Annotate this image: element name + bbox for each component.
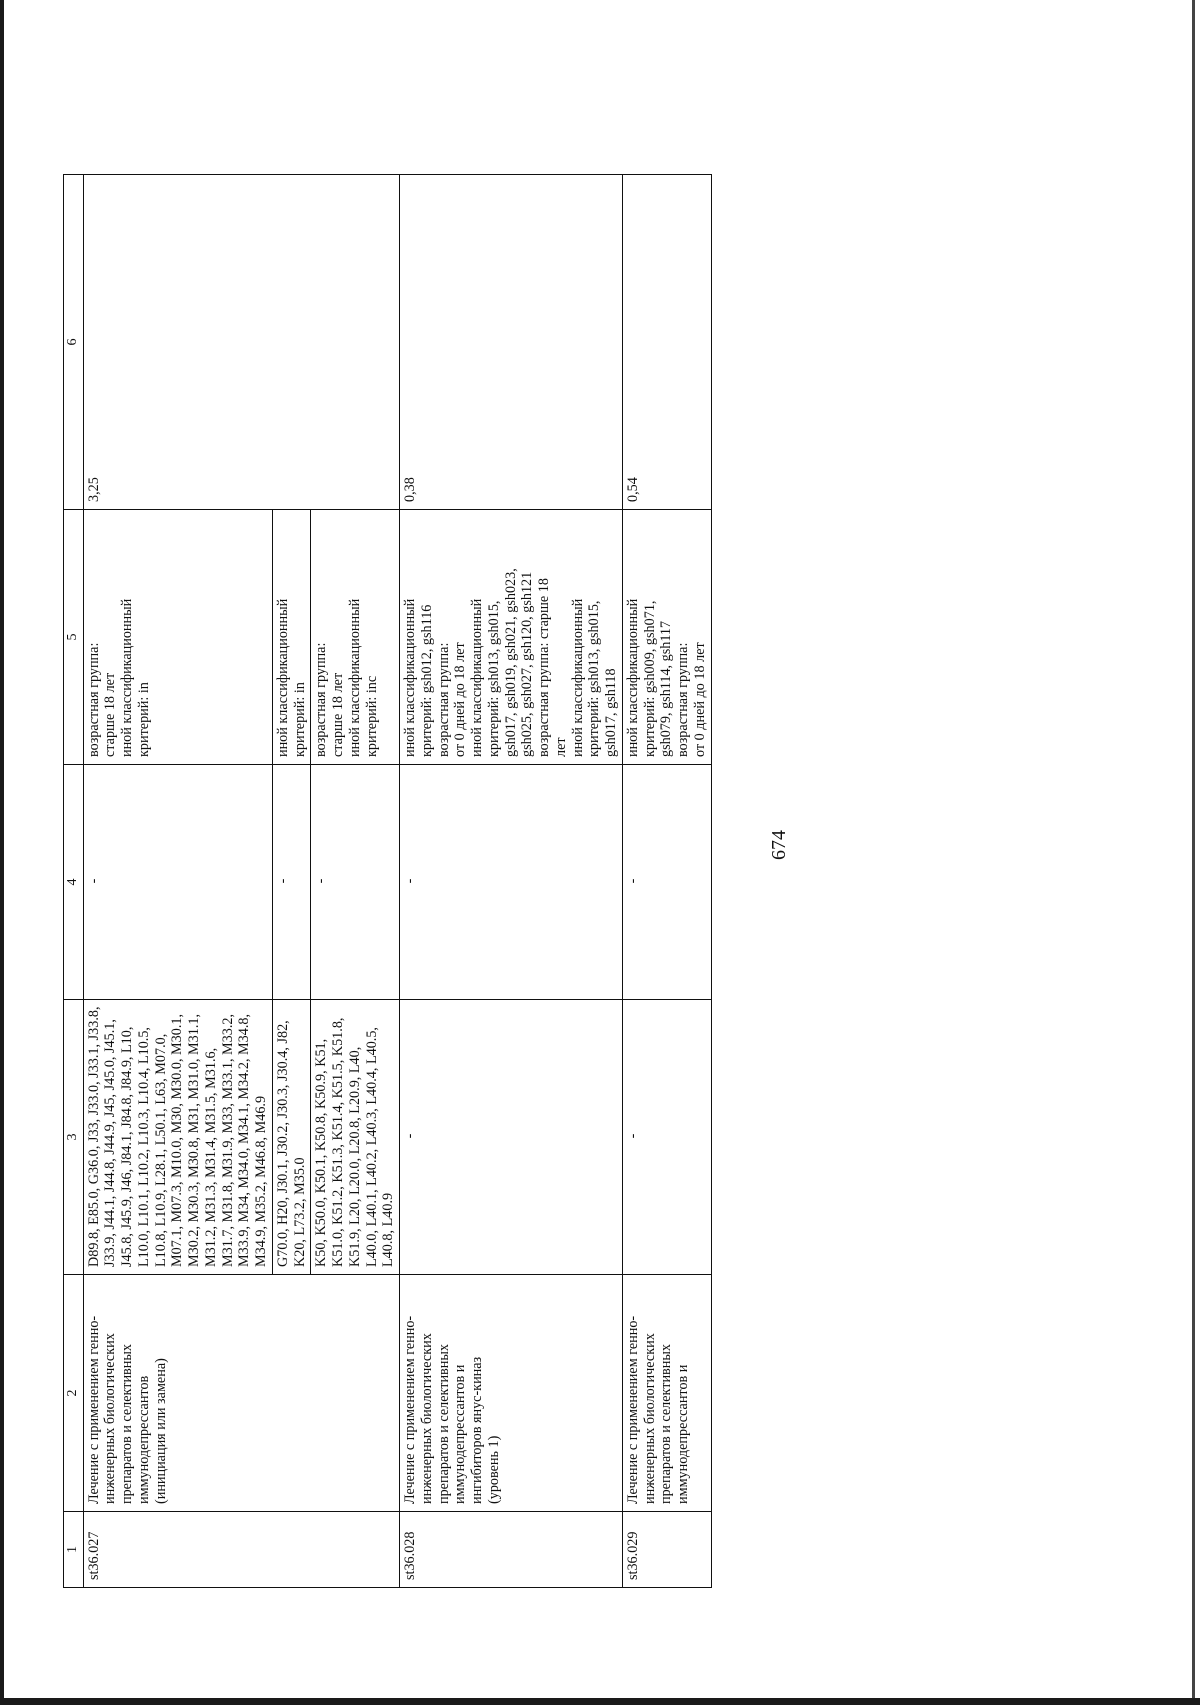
cell-line: ингибиторов янус-киназ [469, 1356, 486, 1504]
cell-line: иной классификационный [469, 598, 486, 757]
cell-line: gsh017, gsh118 [603, 668, 620, 757]
cell-line: критерий: gsh013, gsh015, [586, 600, 603, 757]
header-cell-4: 4 [64, 765, 84, 1000]
cell-line: M31.7, M31.8, M31.9, M33, M33.1, M33.2, [219, 1013, 236, 1267]
cell-line: возрастная группа: [435, 642, 452, 757]
cell-line: критерий: inc [363, 675, 380, 757]
row-col4: - [83, 765, 272, 1000]
row-col4: - [622, 765, 711, 1000]
cell-line: gsh079, gsh114, gsh117 [658, 620, 675, 757]
cell-line: лет [552, 737, 569, 757]
header-cell-2: 2 [64, 1275, 84, 1512]
cell-line: (инициация или замена) [152, 1358, 169, 1504]
row-col4: - [400, 765, 623, 1000]
cell-line: возрастная группа: старше 18 [536, 578, 553, 757]
cell-line: J45.8, J45.9, J46, J84.1, J84.8, J84.9, L10, [119, 1026, 136, 1267]
row-criteria [311, 510, 400, 765]
scan-frame-right [1192, 0, 1195, 1705]
cell-line: gsh017, gsh019, gsh021, gsh023, [502, 568, 519, 757]
cell-line: K51.0, K51.2, K51.3, K51.4, K51.5, K51.8, [330, 1017, 347, 1267]
cell-line: критерий: in [135, 682, 152, 757]
cell-line: иной классификационный [624, 598, 641, 757]
row-name [400, 1275, 623, 1512]
cell-line: возрастная группа: [85, 642, 102, 757]
rotated-document-page [0, 55, 1120, 1705]
cell-line: иной классификационный [402, 598, 419, 757]
cell-line: критерий: gsh013, gsh015, [485, 600, 502, 757]
cell-line: препаратов и селективных [119, 1344, 136, 1504]
tariff-table [63, 174, 712, 1588]
table-header-row [64, 175, 84, 1588]
cell-line: Лечение с применением генно- [85, 1315, 102, 1504]
cell-line: Лечение с применением генно- [624, 1315, 641, 1504]
row-diagnoses [311, 1000, 400, 1275]
cell-line: M30.2, M30.3, M30.8, M31, M31.0, M31.1, [186, 1013, 203, 1267]
table-row-st36-029 [622, 175, 711, 1588]
cell-line: препаратов и селективных [658, 1344, 675, 1504]
cell-line: L40.8, L40.9 [380, 1192, 397, 1267]
row-code: st36.028 [400, 1512, 623, 1588]
row-criteria [83, 510, 272, 765]
cell-line: (уровень 1) [485, 1435, 502, 1504]
cell-line: L40.0, L40.1, L40.2, L40.3, L40.4, L40.5, [363, 1027, 380, 1267]
cell-line: инженерных биологических [418, 1333, 435, 1504]
cell-line: иной классификационный [569, 598, 586, 757]
cell-line: J33.9, J44.1, J44.8, J44.9, J45, J45.0, J45.1, [102, 1019, 119, 1267]
cell-line: K20, L73.2, M35.0 [291, 1157, 308, 1267]
cell-line: критерий: gsh012, gsh116 [418, 604, 435, 757]
cell-line: критерий: gsh009, gsh071, [641, 600, 658, 757]
row-diagnoses: - [400, 1000, 623, 1275]
cell-line: иммунодепрессантов и [675, 1364, 692, 1504]
row-criteria [272, 510, 311, 765]
cell-line: L10.8, L10.9, L28.1, L50.1, L63, M07.0, [152, 1033, 169, 1267]
row-criteria [622, 510, 711, 765]
cell-line: L10.0, L10.1, L10.2, L10.3, L10.4, L10.5, [135, 1027, 152, 1267]
cell-line: M34.9, M35.2, M46.8, M46.9 [253, 1095, 270, 1267]
cell-line: иммунодепрессантов [135, 1375, 152, 1504]
cell-line: иной классификационный [274, 598, 291, 757]
cell-line: инженерных биологических [641, 1333, 658, 1504]
cell-line: Лечение с применением генно- [402, 1315, 419, 1504]
row-name [83, 1275, 400, 1512]
header-cell-6: 6 [64, 175, 84, 510]
cell-line: K51.9, L20, L20.0, L20.8, L20.9, L40, [346, 1046, 363, 1267]
cell-line: G70.0, H20, J30.1, J30.2, J30.3, J30.4, J82, [274, 1020, 291, 1267]
cell-line: старше 18 лет [102, 672, 119, 757]
row-col4: - [311, 765, 400, 1000]
cell-line: возрастная группа: [675, 642, 692, 757]
cell-line: gsh025, gsh027, gsh120, gsh121 [519, 571, 536, 757]
cell-line: иной классификационный [119, 598, 136, 757]
row-diagnoses: - [622, 1000, 711, 1275]
cell-line: иной классификационный [346, 598, 363, 757]
row-coefficient: 0,54 [622, 175, 711, 510]
table-row-st36-027 [83, 175, 272, 1588]
row-coefficient: 3,25 [83, 175, 400, 510]
cell-line: иммунодепрессантов и [452, 1364, 469, 1504]
cell-line: препаратов и селективных [435, 1344, 452, 1504]
row-code: st36.027 [83, 1512, 400, 1588]
cell-line: инженерных биологических [102, 1333, 119, 1504]
page-number: 674 [768, 830, 790, 860]
cell-line: старше 18 лет [330, 672, 347, 757]
header-cell-5: 5 [64, 510, 84, 765]
row-name [622, 1275, 711, 1512]
header-cell-3: 3 [64, 1000, 84, 1275]
cell-line: от 0 дней до 18 лет [691, 642, 708, 757]
cell-line: от 0 дней до 18 лет [452, 642, 469, 757]
cell-line: M31.2, M31.3, M31.4, M31.5, M31.6, [202, 1047, 219, 1267]
row-criteria [400, 510, 623, 765]
cell-line: M33.9, M34, M34.0, M34.1, M34.2, M34.8, [236, 1013, 253, 1267]
cell-line: возрастная группа: [313, 642, 330, 757]
row-coefficient: 0,38 [400, 175, 623, 510]
header-cell-1: 1 [64, 1512, 84, 1588]
cell-line: D89.8, E85.0, G36.0, J33, J33.0, J33.1, J33.8, [85, 1006, 102, 1267]
row-col4: - [272, 765, 311, 1000]
row-diagnoses [83, 1000, 272, 1275]
cell-line: критерий: in [291, 682, 308, 757]
row-diagnoses [272, 1000, 311, 1275]
table-row-st36-028 [400, 175, 623, 1588]
cell-line: M07.1, M07.3, M10.0, M30, M30.0, M30.1, [169, 1013, 186, 1267]
row-code: st36.029 [622, 1512, 711, 1588]
cell-line: K50, K50.0, K50.1, K50.8, K50.9, K51, [313, 1038, 330, 1267]
